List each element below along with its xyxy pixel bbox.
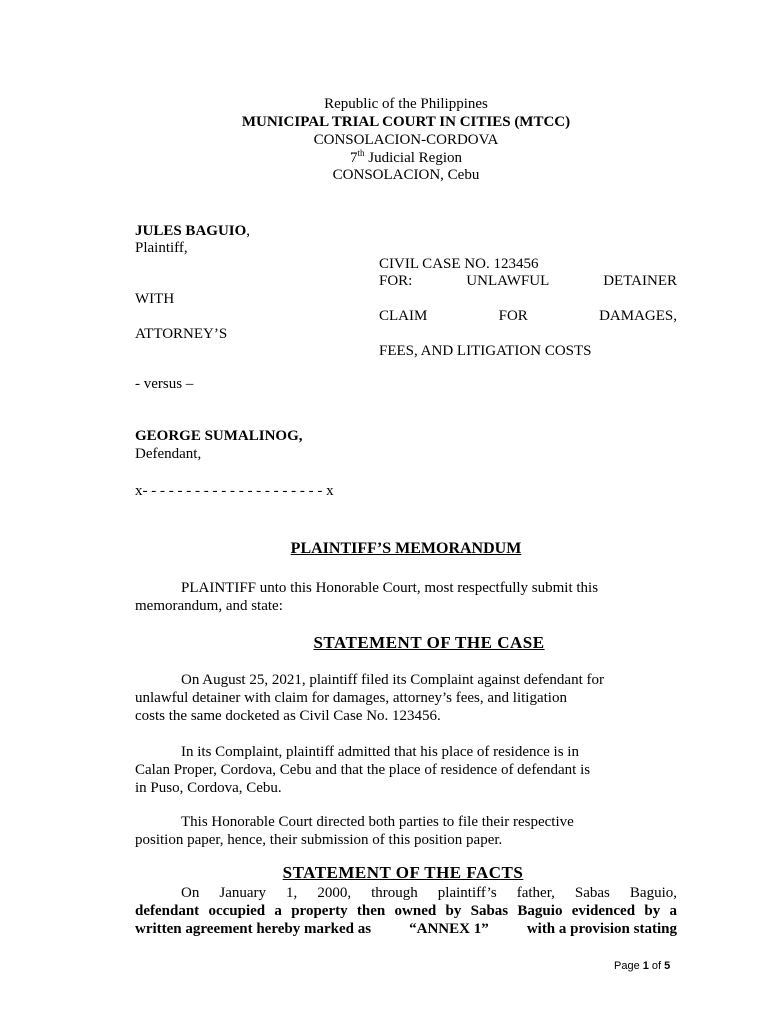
case-p1-line-2: unlawful detainer with claim for damages, attorney’s fees, and litigation bbox=[135, 690, 567, 706]
for-unlawful: UNLAWFUL bbox=[466, 273, 550, 289]
defendant-name: GEORGE SUMALINOG, bbox=[135, 428, 303, 444]
case-p1-line-1: On August 25, 2021, plaintiff filed its Complaint against defendant for bbox=[181, 672, 604, 688]
case-p2-line-2: Calan Proper, Cordova, Cebu and that the place of residence of defendant is bbox=[135, 762, 591, 778]
plaintiff-role: Plaintiff, bbox=[135, 240, 188, 256]
annex-1-reference: “ANNEX 1” bbox=[409, 921, 489, 937]
case-p3-line-1: This Honorable Court directed both parties to file their respective bbox=[181, 814, 574, 830]
page-footer bbox=[614, 957, 670, 975]
case-p2-line-3: in Puso, Cordova, Cebu. bbox=[135, 780, 282, 796]
header-court: MUNICIPAL TRIAL COURT IN CITIES (MTCC) bbox=[241, 114, 571, 130]
facts-line-3-text: written agreement hereby marked as bbox=[135, 921, 375, 937]
attorneys-word: ATTORNEY’S bbox=[135, 326, 228, 342]
for-detainer: DETAINER bbox=[603, 273, 677, 289]
region-suffix: th bbox=[357, 148, 365, 158]
caption-separator: x- - - - - - - - - - - - - - - - - - - - - x bbox=[135, 483, 334, 499]
claim-for-word: FOR bbox=[498, 308, 528, 324]
versus: - versus – bbox=[135, 376, 194, 392]
with-word: WITH bbox=[135, 291, 175, 307]
region-number: 7 bbox=[349, 150, 358, 166]
for-label: FOR: bbox=[379, 273, 413, 289]
facts-heading: STATEMENT OF THE FACTS bbox=[282, 863, 524, 882]
claim-word: CLAIM bbox=[379, 308, 428, 324]
facts-line-2: defendant occupied a property then owned by Sabas Baguio evidenced by a bbox=[135, 903, 677, 919]
facts-line-3 bbox=[135, 920, 677, 938]
plaintiff-name: JULES BAGUIO bbox=[135, 223, 247, 239]
header-location: CONSOLACION-CORDOVA bbox=[313, 132, 499, 148]
damages-word: DAMAGES, bbox=[599, 308, 677, 324]
fees-line: FEES, AND LITIGATION COSTS bbox=[379, 343, 592, 359]
header-country: Republic of the Philippines bbox=[324, 96, 488, 112]
page-total: 5 bbox=[664, 960, 671, 972]
case-p3-line-2: position paper, hence, their submission of this position paper. bbox=[135, 832, 503, 848]
of-label: of bbox=[648, 960, 665, 972]
header-city: CONSOLACION, Cebu bbox=[332, 167, 480, 183]
facts-line-3-tail: with a provision stating bbox=[523, 921, 677, 937]
plaintiff-name-line bbox=[135, 222, 250, 240]
page-label: Page bbox=[614, 960, 643, 972]
intro-line-1: PLAINTIFF unto this Honorable Court, most respectfully submit this bbox=[181, 580, 599, 596]
defendant-role: Defendant, bbox=[135, 446, 202, 462]
for-line bbox=[379, 272, 677, 290]
region-text: Judicial Region bbox=[364, 150, 462, 166]
claim-line bbox=[379, 307, 677, 325]
intro-line-2: memorandum, and state: bbox=[135, 598, 283, 614]
case-heading: STATEMENT OF THE CASE bbox=[313, 633, 545, 652]
case-p2-line-1: In its Complaint, plaintiff admitted that his place of residence is in bbox=[181, 744, 579, 760]
case-p1-line-3: costs the same docketed as Civil Case No. 123456. bbox=[135, 708, 441, 724]
case-number: CIVIL CASE NO. 123456 bbox=[379, 256, 539, 272]
memo-title: PLAINTIFF’S MEMORANDUM bbox=[290, 540, 522, 557]
page-number: 1 bbox=[642, 960, 649, 972]
facts-line-1: On January 1, 2000, through plaintiff’s father, Sabas Baguio, bbox=[181, 885, 677, 901]
header-region bbox=[0, 149, 768, 167]
plaintiff-comma: , bbox=[246, 223, 251, 239]
